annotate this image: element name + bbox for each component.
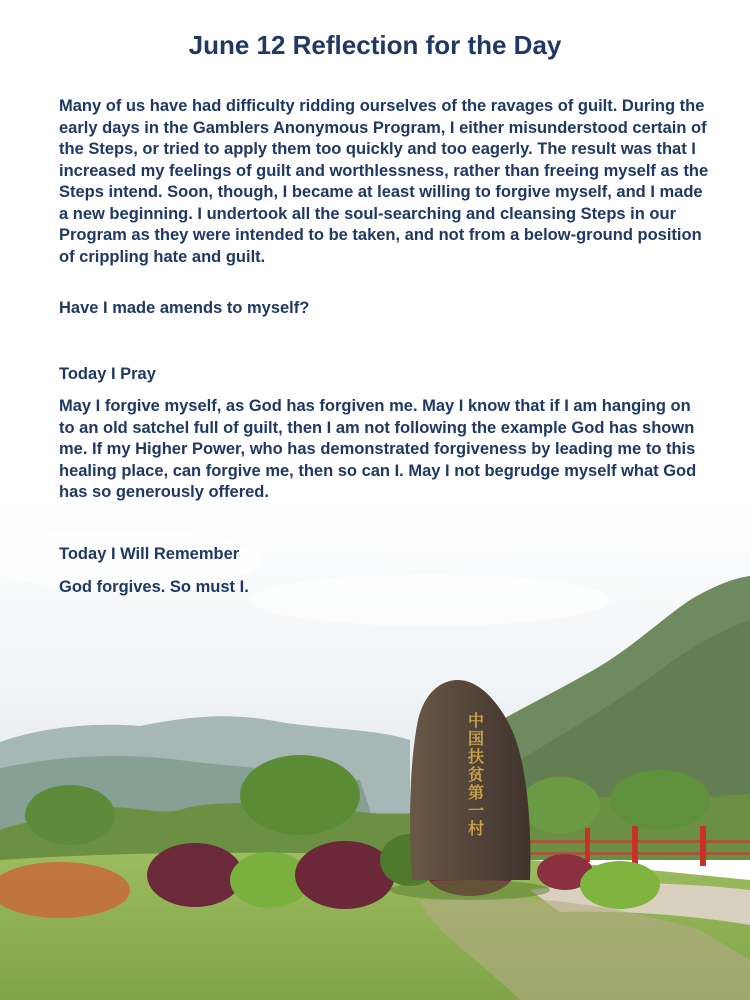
- reflection-paragraph: Many of us have had difficulty ridding ourselves of the ravages of guilt. During the early days in the Gamblers Anonymous Program, I either misunderstood certain of the Steps, or tried to apply them too quickly and too eagerly. The result was that I increased my feelings of guilt and worthlessness, rather than freeing myself as the Steps intend. Soon, though, I became at least willing to forgive myself, and I made a new beginning. I undertook all the soul-searching and cleansing Steps in our Program as they were intended to be taken, and not from a below-ground position of crippling hate and guilt.: [59, 97, 709, 266]
- remember-heading: Today I Will Remember: [59, 545, 240, 563]
- reflection-question: Have I made amends to myself?: [59, 299, 310, 317]
- page-title: June 12 Reflection for the Day: [188, 30, 562, 60]
- pray-heading: Today I Pray: [59, 365, 156, 383]
- remember-text: God forgives. So must I.: [59, 578, 249, 596]
- prayer-paragraph: May I forgive myself, as God has forgiven me. May I know that if I am hanging on to an old satchel full of guilt, then I am not following the example God has shown me. If my Higher Power, who has demonstrated forgiveness by leading me to this healing place, can forgive me, then so can I. May I not begrudge myself what God has so generously offered.: [59, 397, 697, 501]
- stone-inscription: 中国扶贫第一村: [465, 712, 485, 838]
